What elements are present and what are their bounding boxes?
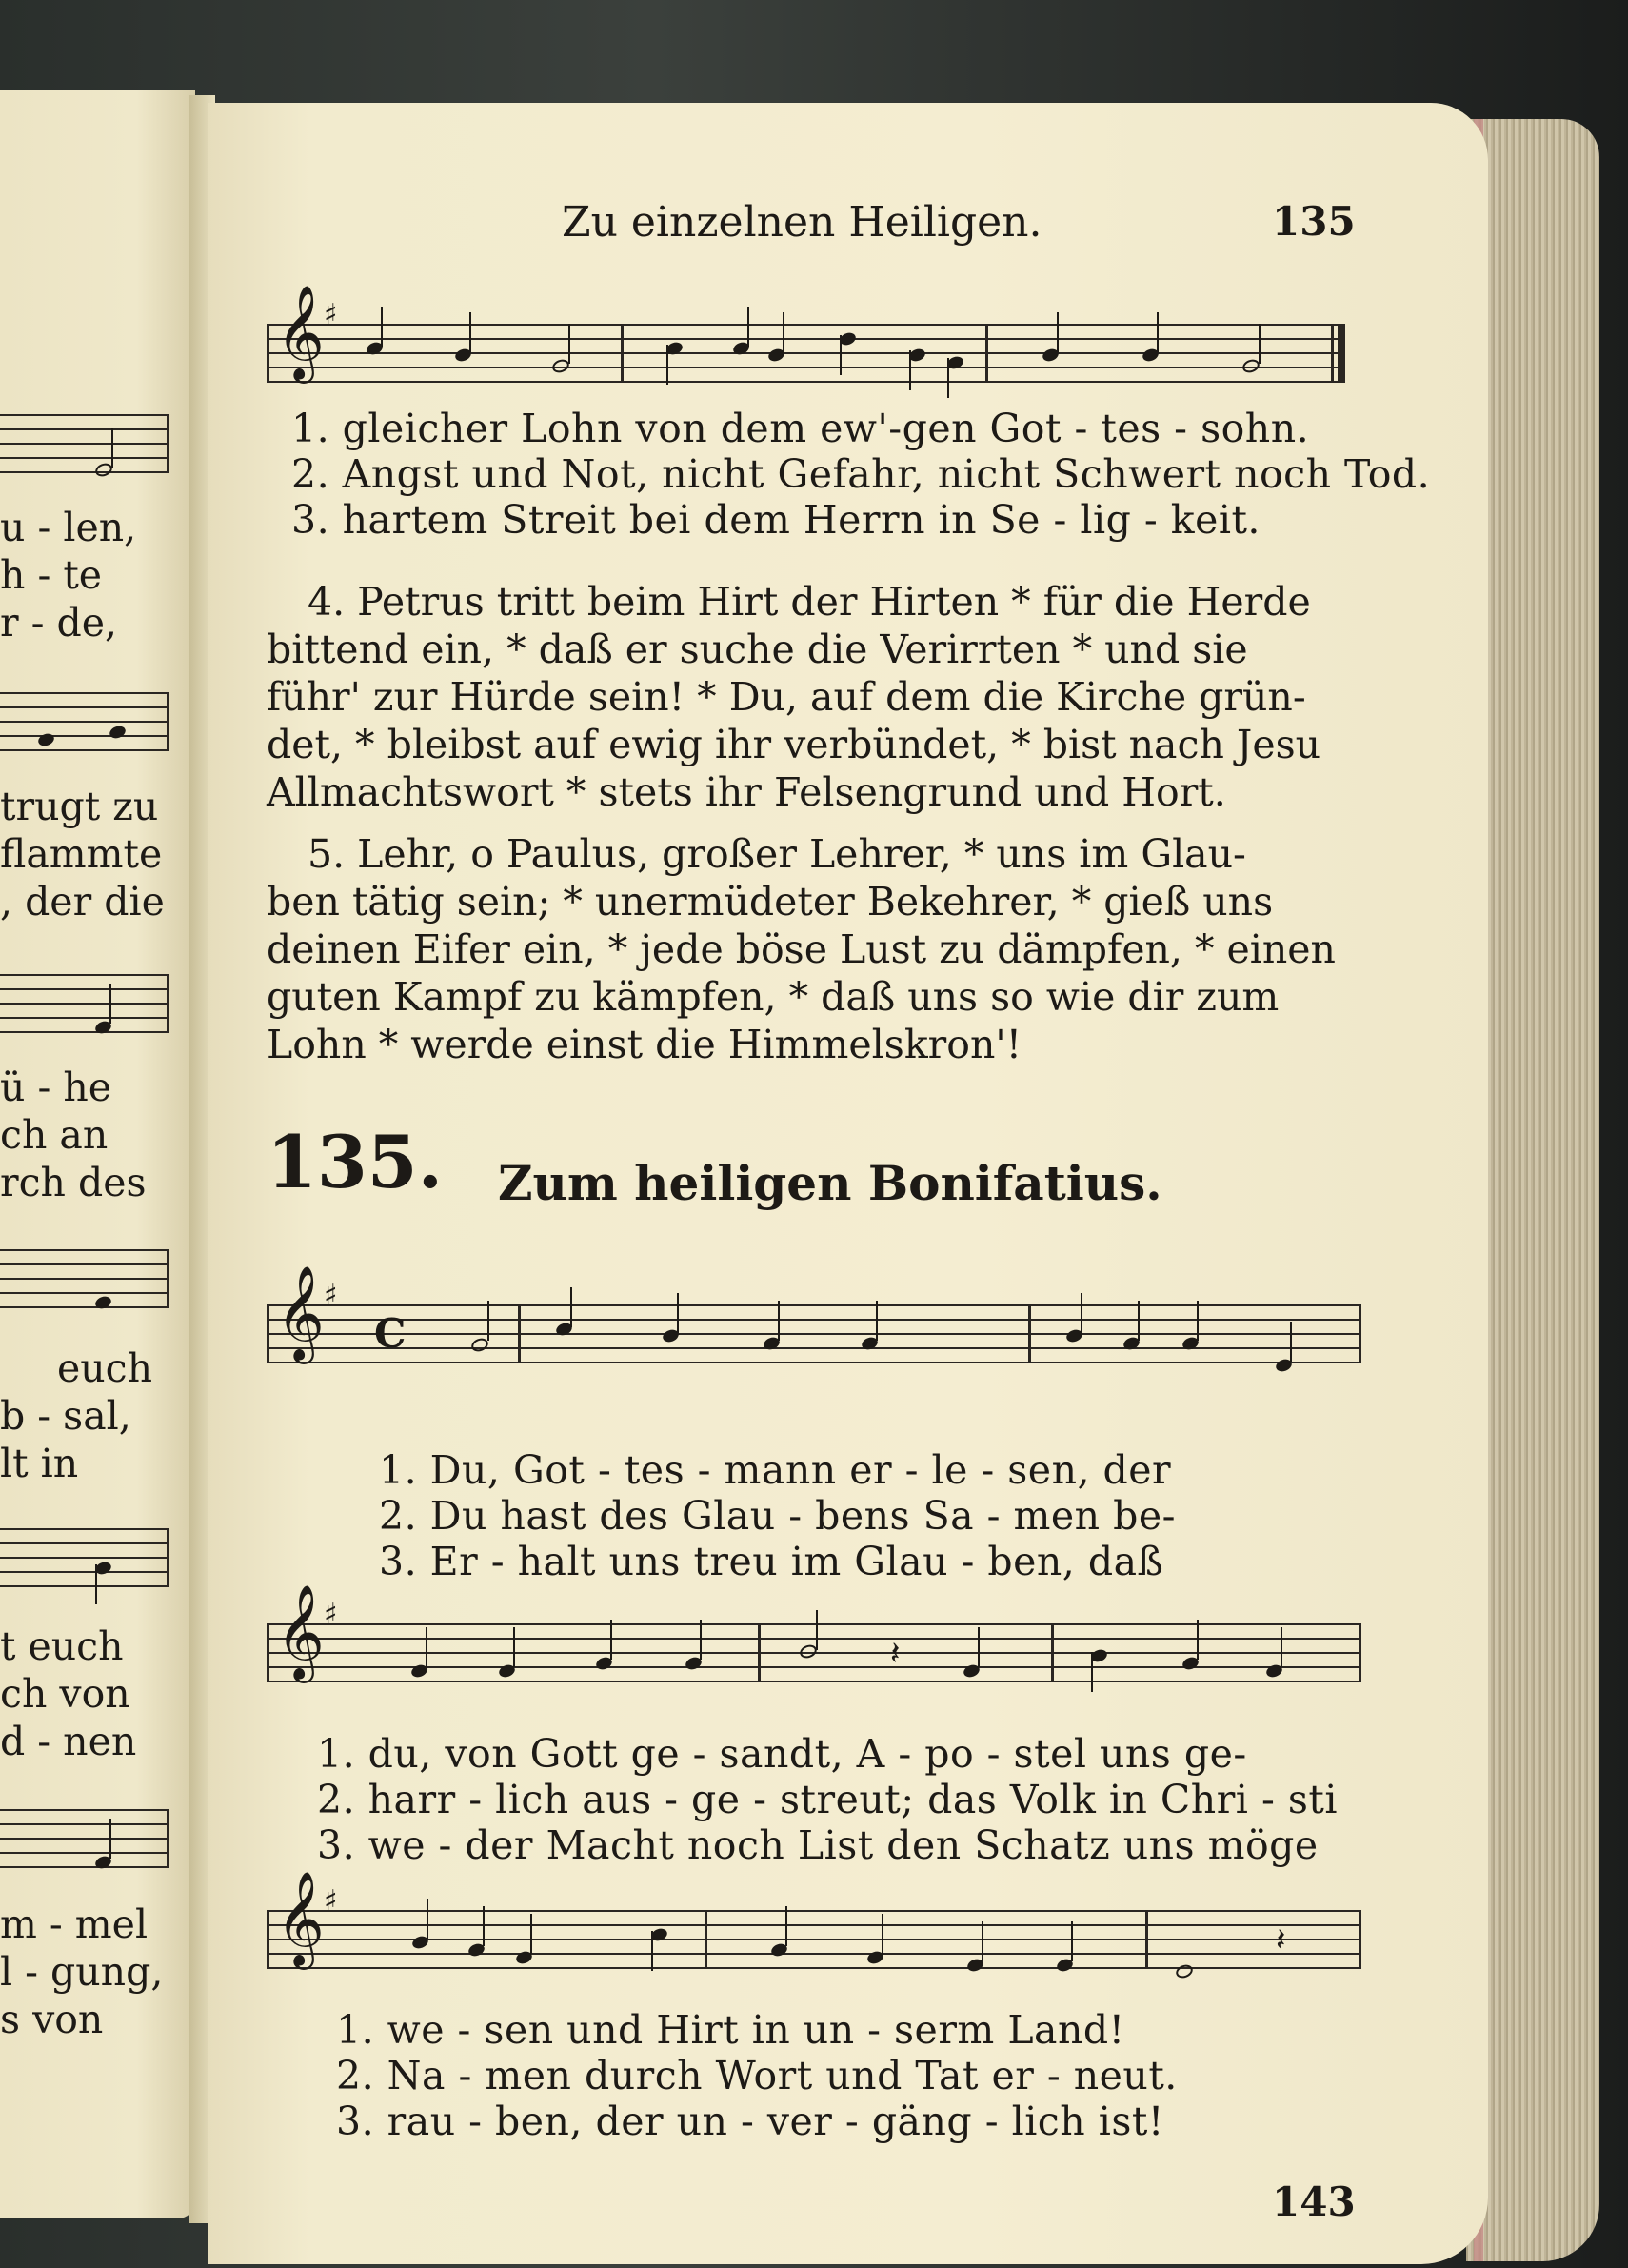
verse-line: det, * bleibst auf ewig ihr verbündet, * bist nach Jesu [267,722,1321,767]
left-staff-3 [0,974,169,1031]
left-text-7: ü - he [0,1064,111,1110]
lyric-line: 2. Na - men durch Wort und Tat er - neut. [336,2053,1178,2099]
left-text-18: s von [0,1997,104,2042]
left-staff-4 [0,1249,169,1306]
left-text-11: b - sal, [0,1393,131,1439]
footer-page-number: 143 [1272,2178,1356,2225]
lyric-line: 2. harr - lich aus - ge - streut; das Volk in Chri - sti [317,1777,1338,1822]
left-text-9: rch des [0,1160,147,1205]
left-text-13: t euch [0,1623,124,1669]
staff-system-1 [267,1304,1361,1362]
lyric-line: 3. rau - ben, der un - ver - gäng - lich ist! [336,2099,1164,2144]
sharp-icon: ♯ [324,1598,338,1631]
common-time-icon: C [374,1310,407,1357]
verse-line: führ' zur Hürde sein! * Du, auf dem die Kirche grün- [267,674,1306,720]
lyric-line: 1. du, von Gott ge - sandt, A - po - stel uns ge- [317,1731,1247,1777]
header-page-number: 135 [1272,198,1356,245]
staff-system-3 [267,1910,1361,1967]
verse-line: Allmachtswort * stets ihr Felsengrund und Hort. [267,769,1226,815]
lyric-line: 1. we - sen und Hirt in un - serm Land! [336,2007,1125,2053]
lyric-line: 3. we - der Macht noch List den Schatz uns möge [317,1822,1319,1868]
staff-top [267,324,1345,381]
left-text-8: ch an [0,1112,109,1158]
verse-line: deinen Eifer ein, * jede böse Lust zu dämpfen, * einen [267,926,1336,972]
left-text-17: l - gung, [0,1949,164,1995]
hymn-title: Zum heiligen Bonifatius. [498,1155,1162,1211]
left-staff-1 [0,414,169,471]
rest-icon: 𝄽 [890,1635,901,1673]
left-text-5: flammte [0,831,163,877]
lyric-line: 2. Du hast des Glau - bens Sa - men be- [379,1493,1176,1539]
verse-line: ben tätig sein; * unermüdeter Bekehrer, * gieß uns [267,879,1274,925]
rest-icon: 𝄽 [1276,1921,1286,1960]
verse-line: 5. Lehr, o Paulus, großer Lehrer, * uns im Glau- [308,831,1246,877]
left-text-2: h - te [0,552,103,598]
right-page [208,103,1488,2264]
left-page [0,90,195,2218]
sharp-icon: ♯ [324,298,338,331]
left-text-14: ch von [0,1671,130,1717]
left-text-15: d - nen [0,1719,137,1764]
staff-system-2 [267,1623,1361,1681]
left-staff-5 [0,1528,169,1585]
hymn-number: 135. [267,1120,444,1204]
sharp-icon: ♯ [324,1279,338,1312]
treble-clef-icon: 𝄞 [276,1265,325,1361]
verse-line: bittend ein, * daß er suche die Verirrten * und sie [267,627,1248,672]
left-staff-2 [0,692,169,749]
left-staff-6 [0,1809,169,1866]
left-text-1: u - len, [0,505,137,550]
treble-clef-icon: 𝄞 [276,285,325,380]
lyric-line: 1. gleicher Lohn von dem ew'-gen Got - tes - sohn. [291,406,1310,451]
sharp-icon: ♯ [324,1884,338,1918]
verse-line: guten Kampf zu kämpfen, * daß uns so wie dir zum [267,974,1280,1020]
lyric-line: 1. Du, Got - tes - mann er - le - sen, der [379,1447,1172,1493]
left-text-12: lt in [0,1441,79,1486]
treble-clef-icon: 𝄞 [276,1584,325,1680]
left-text-3: r - de, [0,600,118,646]
left-text-4: trugt zu [0,784,159,829]
lyric-line: 2. Angst und Not, nicht Gefahr, nicht Schwert noch Tod. [291,451,1431,497]
verse-line: 4. Petrus tritt beim Hirt der Hirten * für die Herde [308,579,1311,625]
verse-line: Lohn * werde einst die Himmelskron'! [267,1022,1022,1067]
left-text-6: , der die [0,879,165,925]
left-text-16: m - mel [0,1901,149,1947]
lyric-line: 3. Er - halt uns treu im Glau - ben, daß [379,1539,1164,1584]
lyric-line: 3. hartem Streit bei dem Herrn in Se - lig - keit. [291,497,1261,543]
left-text-10: euch [57,1345,153,1391]
running-header: Zu einzelnen Heiligen. [562,198,1042,247]
treble-clef-icon: 𝄞 [276,1871,325,1966]
